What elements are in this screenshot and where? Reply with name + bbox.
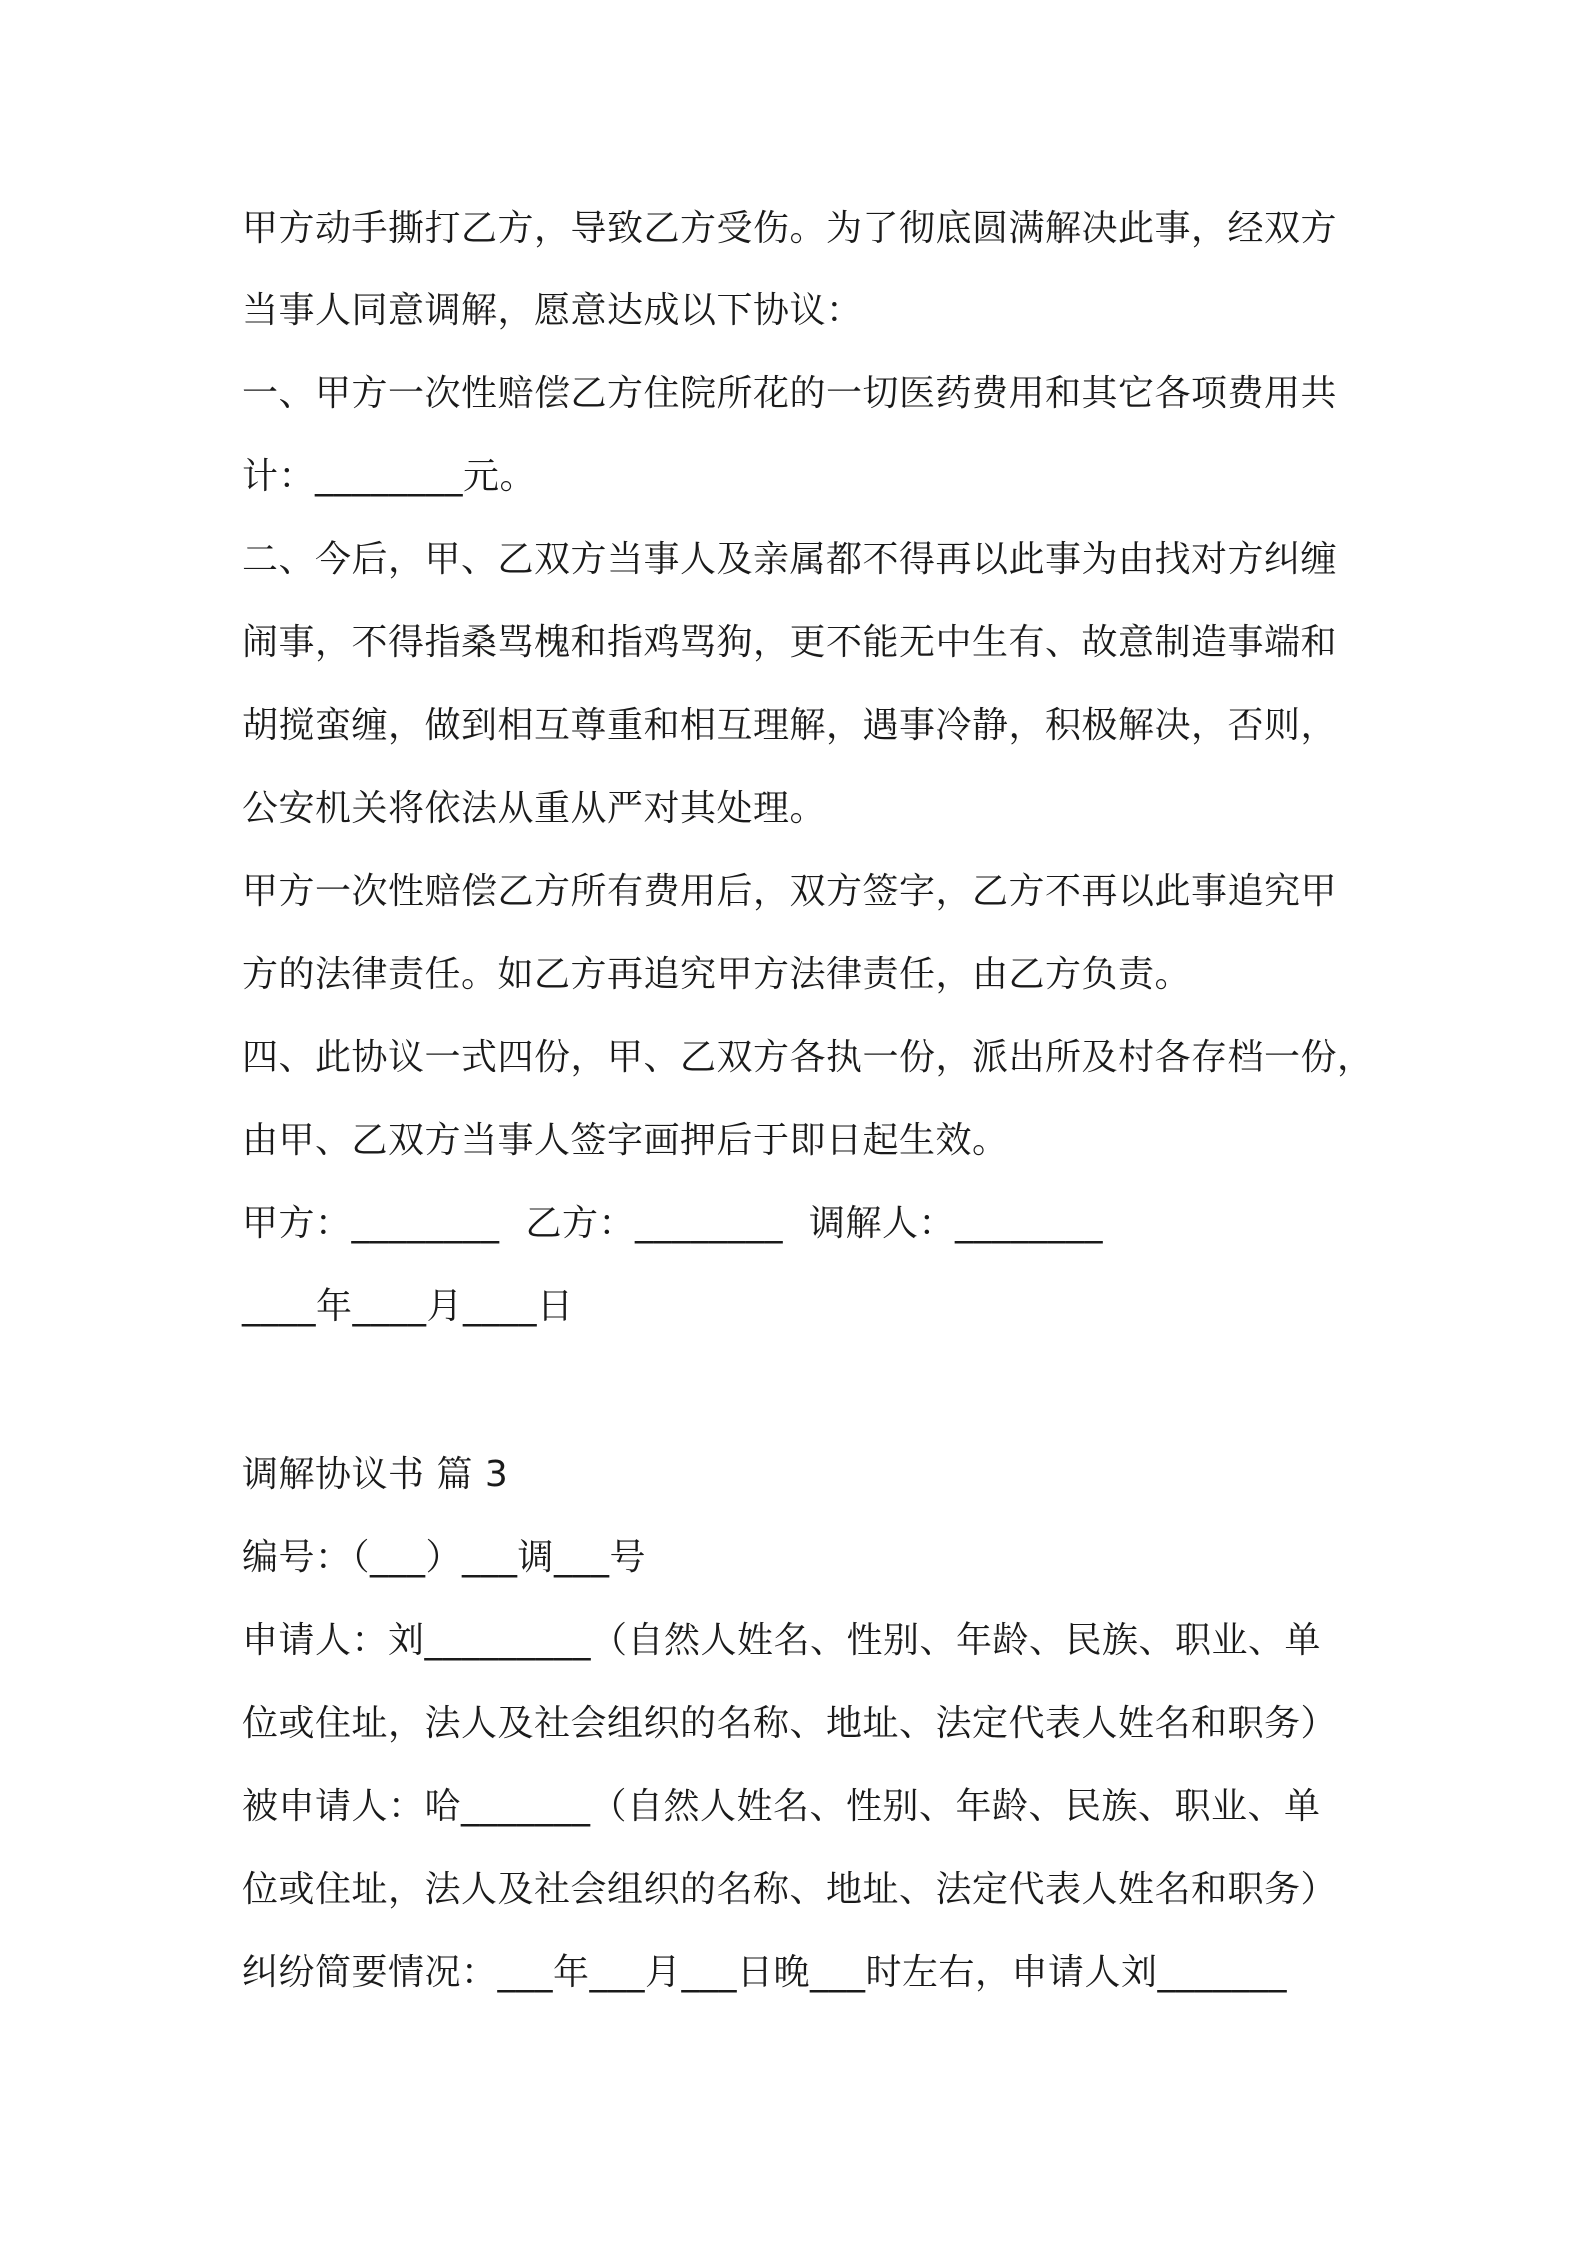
party-b-signature: 乙方：________ [525, 1203, 784, 1244]
applicant-line-1: 申请人：刘_________（自然人姓名、性别、年龄、民族、职业、单 [242, 1620, 1322, 1661]
item-2-line-2: 闹事，不得指桑骂槐和指鸡骂狗，更不能无中生有、故意制造事端和 [242, 622, 1338, 663]
respondent-line-1: 被申请人：哈_______（自然人姓名、性别、年龄、民族、职业、单 [242, 1786, 1321, 1827]
applicant-line-2: 位或住址，法人及社会组织的名称、地址、法定代表人姓名和职务） [242, 1703, 1338, 1744]
paragraph-1-line-1: 甲方动手撕打乙方，导致乙方受伤。为了彻底圆满解决此事，经双方 [242, 208, 1338, 249]
respondent-line-2: 位或住址，法人及社会组织的名称、地址、法定代表人姓名和职务） [242, 1869, 1338, 1910]
item-2-line-4: 公安机关将依法从重从严对其处理。 [242, 788, 827, 829]
section-title: 调解协议书 篇 3 [242, 1454, 509, 1495]
signature-line [242, 1202, 1362, 1246]
dispute-summary-line: 纠纷简要情况：___年___月___日晚___时左右，申请人刘_______ [242, 1952, 1288, 1993]
number-line: 编号：（___）___调___号 [242, 1537, 647, 1578]
party-a-signature: 甲方：________ [242, 1203, 500, 1244]
item-4-line-1: 四、此协议一式四份，甲、乙双方各执一份，派出所及村各存档一份， [242, 1037, 1374, 1078]
paragraph-1-line-2: 当事人同意调解，愿意达成以下协议： [242, 290, 863, 331]
date-line: ____年____月____日 [242, 1286, 574, 1327]
item-1-line-1: 一、甲方一次性赔偿乙方住院所花的一切医药费用和其它各项费用共 [242, 373, 1338, 414]
mediator-signature: 调解人：________ [809, 1203, 1104, 1244]
item-4-line-2: 由甲、乙双方当事人签字画押后于即日起生效。 [242, 1120, 1009, 1161]
paragraph-3-line-2: 方的法律责任。如乙方再追究甲方法律责任，由乙方负责。 [242, 954, 1192, 995]
item-2-line-1: 二、今后，甲、乙双方当事人及亲属都不得再以此事为由找对方纠缠 [242, 539, 1338, 580]
item-2-line-3: 胡搅蛮缠，做到相互尊重和相互理解，遇事冷静，积极解决，否则， [242, 705, 1338, 746]
item-1-line-2: 计：________元。 [242, 456, 537, 497]
paragraph-3-line-1: 甲方一次性赔偿乙方所有费用后，双方签字，乙方不再以此事追究甲 [242, 871, 1338, 912]
